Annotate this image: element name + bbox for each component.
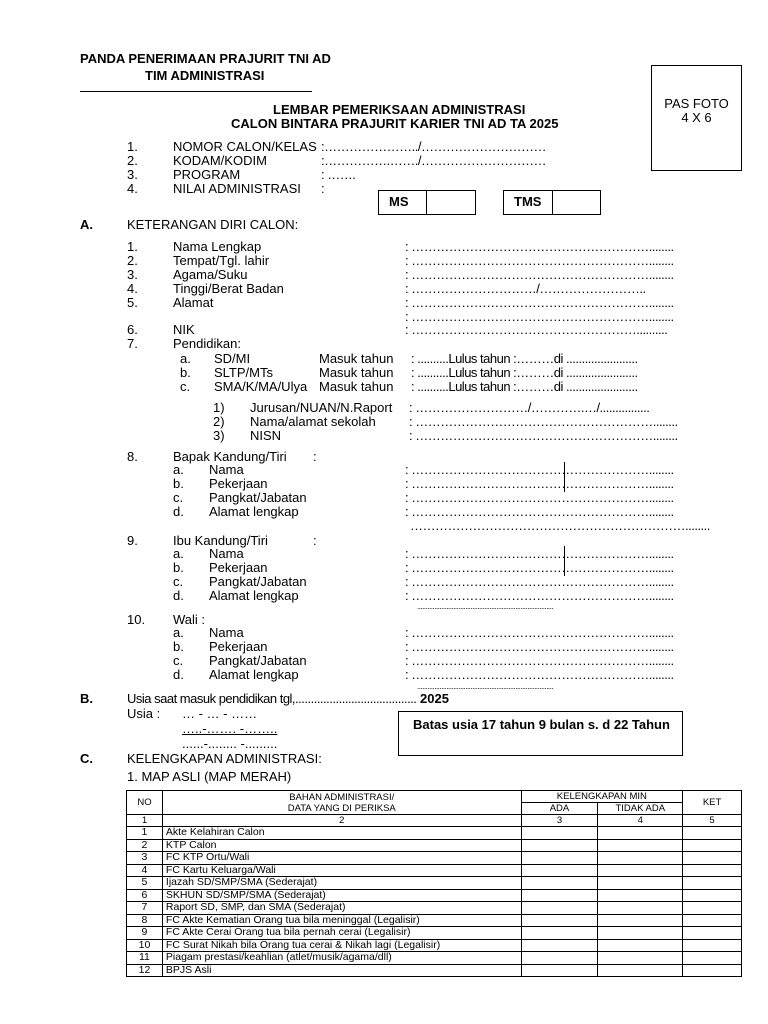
top-field-num: 4.: [127, 181, 138, 196]
guardian-value[interactable]: : …………………………………………………........: [405, 653, 674, 668]
edu-sub: b.: [180, 365, 191, 380]
col-ket: KET: [683, 791, 742, 815]
personal-value[interactable]: : …………………………………………………........: [405, 239, 674, 254]
doc-title: LEMBAR PEMERIKSAAN ADMINISTRASI: [273, 102, 526, 117]
row-ada-cell[interactable]: [521, 877, 598, 890]
usia-label: Usia :: [127, 706, 161, 721]
edu-level: SMA/K/MA/Ulya: [214, 379, 308, 394]
row-no: 7: [127, 902, 163, 915]
table-row: [127, 864, 742, 877]
personal-label: Alamat: [173, 295, 214, 310]
row-ket-cell[interactable]: [683, 852, 742, 865]
colnum-2: 2: [162, 815, 521, 827]
top-field-value[interactable]: : …….: [321, 167, 356, 182]
edu-value[interactable]: : ..........Lulus tahun :………di .......................: [411, 379, 638, 394]
document-checklist-table: [126, 790, 742, 977]
school-num: 3): [213, 428, 225, 443]
personal-value[interactable]: : ………………………………………………..........: [405, 322, 668, 337]
row-ada-cell[interactable]: [521, 902, 598, 915]
table-row: [127, 939, 742, 952]
row-ada-cell[interactable]: [521, 939, 598, 952]
row-ket-cell[interactable]: [683, 827, 742, 840]
colnum-1: 1: [127, 815, 163, 827]
personal-num: 7.: [127, 336, 138, 351]
row-ada-cell[interactable]: [521, 952, 598, 965]
row-ket-cell[interactable]: [683, 839, 742, 852]
col-tidak-ada: TIDAK ADA: [598, 803, 683, 815]
school-num: 2): [213, 414, 225, 429]
col-bahan-2: DATA YANG DI PERIKSA: [287, 802, 396, 814]
row-item: FC Kartu Keluarga/Wali: [162, 864, 521, 877]
guardian-title: Wali :: [173, 612, 206, 627]
personal-num: 1.: [127, 239, 138, 254]
personal-value[interactable]: : …………………………/……………………..: [405, 281, 646, 296]
school-value[interactable]: : ………………………/………….…/................: [409, 400, 650, 415]
row-no: 11: [127, 952, 163, 965]
guardian-num: 10.: [127, 612, 146, 627]
table-row: [127, 914, 742, 927]
edu-value[interactable]: : ..........Lulus tahun :………di .......................: [411, 351, 638, 366]
row-tidak-ada-cell[interactable]: [598, 877, 683, 890]
row-no: 9: [127, 927, 163, 940]
org-line-1: PANDA PENERIMAAN PRAJURIT TNI AD: [80, 51, 331, 66]
table-row: [127, 827, 742, 840]
row-item: Piagam prestasi/keahlian (atlet/musik/agama/dll): [162, 952, 521, 965]
personal-label: NIK: [173, 322, 195, 337]
row-no: 12: [127, 964, 163, 977]
row-no: 1: [127, 827, 163, 840]
row-tidak-ada-cell[interactable]: [598, 964, 683, 977]
row-item: FC Akte Kematian Orang tua bila meninggal (Legalisir): [162, 914, 521, 927]
edu-masuk: Masuk tahun: [319, 379, 394, 394]
school-value[interactable]: : …………………………………………………........: [409, 428, 678, 443]
personal-num: 3.: [127, 267, 138, 282]
ms-label: MS: [389, 194, 409, 209]
row-item: BPJS Asli: [162, 964, 521, 977]
mother-extra[interactable]: ...............................................................................: [417, 602, 554, 611]
father-sub: c.: [173, 490, 184, 505]
row-ket-cell[interactable]: [683, 889, 742, 902]
section-c-title: KELENGKAPAN ADMINISTRASI:: [127, 751, 322, 766]
personal-num: 5.: [127, 295, 138, 310]
mother-sub: a.: [173, 546, 184, 561]
mother-num: 9.: [127, 533, 138, 548]
guardian-label: Nama: [209, 625, 244, 640]
row-tidak-ada-cell[interactable]: [598, 952, 683, 965]
personal-num: 2.: [127, 253, 138, 268]
school-label: NISN: [250, 428, 282, 443]
school-label: Nama/alamat sekolah: [250, 414, 376, 429]
guardian-sub: a.: [173, 625, 184, 640]
row-no: 4: [127, 864, 163, 877]
photo-box: [651, 65, 742, 171]
personal-label: Pendidikan:: [173, 336, 241, 351]
row-item: FC Akte Cerai Orang tua bila pernah cerai (Legalisir): [162, 927, 521, 940]
mother-value[interactable]: : …………………………………………………........: [405, 574, 674, 589]
top-field-num: 1.: [127, 139, 138, 154]
father-value[interactable]: : …………………………………………………........: [405, 476, 674, 491]
mother-value[interactable]: : …………………………………………………........: [405, 546, 674, 561]
row-item: Ijazah SD/SMP/SMA (Sederajat): [162, 877, 521, 890]
guardian-label: Pangkat/Jabatan: [209, 653, 307, 668]
mother-sub: c.: [173, 574, 184, 589]
personal-label: Tinggi/Berat Badan: [173, 281, 284, 296]
section-b-letter: B.: [80, 691, 93, 706]
mother-separator: [564, 546, 565, 576]
table-row: [127, 902, 742, 915]
org-line-2: TIM ADMINISTRASI: [145, 68, 265, 83]
top-field-label: NILAI ADMINISTRASI: [173, 181, 301, 196]
father-label: Pekerjaan: [209, 476, 268, 491]
row-no: 6: [127, 889, 163, 902]
row-ket-cell[interactable]: [683, 964, 742, 977]
row-tidak-ada-cell[interactable]: [598, 902, 683, 915]
row-tidak-ada-cell[interactable]: [598, 852, 683, 865]
col-ada: ADA: [521, 803, 598, 815]
row-ket-cell[interactable]: [683, 952, 742, 965]
section-c-letter: C.: [80, 751, 93, 766]
personal-value[interactable]: : …………………………………………………........: [405, 309, 674, 324]
personal-label: Nama Lengkap: [173, 239, 262, 254]
row-ada-cell[interactable]: [521, 927, 598, 940]
row-ada-cell[interactable]: [521, 964, 598, 977]
table-row: [127, 877, 742, 890]
top-field-value[interactable]: :…………………../…………………………: [321, 139, 546, 154]
row-tidak-ada-cell[interactable]: [598, 889, 683, 902]
tms-label: TMS: [514, 194, 542, 209]
edu-level: SD/MI: [214, 351, 251, 366]
table-row: [127, 952, 742, 965]
table-row: [127, 839, 742, 852]
photo-size: 4 X 6: [681, 110, 712, 125]
tms-check-cell: [552, 191, 553, 214]
top-field-label: NOMOR CALON/KELAS: [173, 139, 317, 154]
father-sub: d.: [173, 504, 184, 519]
father-title: Bapak Kandung/Tiri: [173, 449, 287, 464]
col-kelengkapan: KELENGKAPAN MIN: [521, 791, 683, 803]
row-ket-cell[interactable]: [683, 902, 742, 915]
header-divider: [80, 91, 312, 92]
colnum-3: 3: [521, 815, 598, 827]
personal-value[interactable]: : …………………………………………………........: [405, 295, 674, 310]
row-item: FC KTP Ortu/Wali: [162, 852, 521, 865]
school-label: Jurusan/NUAN/N.Raport: [250, 400, 393, 415]
row-ada-cell[interactable]: [521, 852, 598, 865]
age-year: 2025: [420, 691, 449, 706]
personal-value[interactable]: : …………………………………………………........: [405, 267, 674, 282]
age-limit-text: Batas usia 17 tahun 9 bulan s. d 22 Tahun: [413, 717, 670, 732]
edu-masuk: Masuk tahun: [319, 365, 394, 380]
personal-num: 4.: [127, 281, 138, 296]
school-num: 1): [213, 400, 225, 415]
table-row: [127, 889, 742, 902]
personal-label: Agama/Suku: [173, 267, 248, 282]
row-ket-cell[interactable]: [683, 914, 742, 927]
edu-masuk: Masuk tahun: [319, 351, 394, 366]
usia-value-1: … - … - ……: [182, 706, 258, 721]
table-row: [127, 927, 742, 940]
guardian-label: Pekerjaan: [209, 639, 268, 654]
mother-value[interactable]: : …………………………………………………........: [405, 560, 674, 575]
row-ket-cell[interactable]: [683, 939, 742, 952]
mother-label: Alamat lengkap: [209, 588, 299, 603]
guardian-sub: b.: [173, 639, 184, 654]
section-a-letter: A.: [80, 217, 93, 232]
row-no: 8: [127, 914, 163, 927]
usia-value-3: ......-........ -.........: [182, 736, 278, 751]
guardian-extra[interactable]: ...............................................................................: [417, 682, 554, 691]
colnum-4: 4: [598, 815, 683, 827]
father-colon: :: [313, 449, 317, 464]
guardian-sub: c.: [173, 653, 184, 668]
age-limit-box: [398, 711, 683, 756]
colnum-5: 5: [683, 815, 742, 827]
father-value[interactable]: : …………………………………………………........: [405, 504, 674, 519]
top-field-label: PROGRAM: [173, 167, 241, 182]
row-tidak-ada-cell[interactable]: [598, 927, 683, 940]
guardian-value[interactable]: : …………………………………………………........: [405, 625, 674, 640]
row-ket-cell[interactable]: [683, 877, 742, 890]
guardian-sub: d.: [173, 667, 184, 682]
edu-sub: a.: [180, 351, 191, 366]
photo-label: PAS FOTO: [664, 96, 729, 111]
mother-label: Pekerjaan: [209, 560, 268, 575]
row-no: 10: [127, 939, 163, 952]
row-no: 2: [127, 839, 163, 852]
father-separator: [564, 462, 565, 492]
row-tidak-ada-cell[interactable]: [598, 864, 683, 877]
father-sub: b.: [173, 476, 184, 491]
row-ada-cell[interactable]: [521, 864, 598, 877]
mother-colon: :: [313, 533, 317, 548]
top-field-label: KODAM/KODIM: [173, 153, 267, 168]
tms-box[interactable]: [503, 190, 601, 215]
personal-num: 6.: [127, 322, 138, 337]
father-num: 8.: [127, 449, 138, 464]
edu-level: SLTP/MTs: [214, 365, 273, 380]
age-text: Usia saat masuk pendidikan tgl,.......................................: [127, 691, 417, 706]
father-value[interactable]: : …………………………………………………........: [405, 490, 674, 505]
mother-sub: b.: [173, 560, 184, 575]
row-ada-cell[interactable]: [521, 889, 598, 902]
personal-label: Tempat/Tgl. lahir: [173, 253, 270, 268]
col-bahan-1: BAHAN ADMINISTRASI/: [289, 791, 395, 803]
row-ada-cell[interactable]: [521, 914, 598, 927]
guardian-value[interactable]: : …………………………………………………........: [405, 639, 674, 654]
father-label: Pangkat/Jabatan: [209, 490, 307, 505]
col-bahan: [162, 791, 521, 815]
father-label: Nama: [209, 462, 244, 477]
top-field-num: 2.: [127, 153, 138, 168]
row-tidak-ada-cell[interactable]: [598, 839, 683, 852]
col-no: NO: [127, 791, 163, 815]
top-field-value[interactable]: :…………….……./…………………………: [321, 153, 546, 168]
ms-box[interactable]: [378, 190, 476, 215]
row-ada-cell[interactable]: [521, 827, 598, 840]
ms-check-cell: [426, 191, 427, 214]
age-line: [127, 692, 449, 706]
mother-sub: d.: [173, 588, 184, 603]
row-tidak-ada-cell[interactable]: [598, 827, 683, 840]
mother-value[interactable]: : …………………………………………………........: [405, 588, 674, 603]
edu-value[interactable]: : ..........Lulus tahun :………di .......................: [411, 365, 638, 380]
row-no: 3: [127, 852, 163, 865]
row-ket-cell[interactable]: [683, 864, 742, 877]
top-field-num: 3.: [127, 167, 138, 182]
section-a-title: KETERANGAN DIRI CALON:: [127, 217, 299, 232]
table-body: [127, 827, 742, 977]
guardian-value[interactable]: : …………………………………………………........: [405, 667, 674, 682]
row-tidak-ada-cell[interactable]: [598, 914, 683, 927]
school-value[interactable]: : …………………………………………………........: [409, 414, 678, 429]
table-row: [127, 964, 742, 977]
row-item: SKHUN SD/SMP/SMA (Sederajat): [162, 889, 521, 902]
personal-value[interactable]: : …………………………………………………........: [405, 253, 674, 268]
top-field-value[interactable]: :: [321, 181, 325, 196]
row-ada-cell[interactable]: [521, 839, 598, 852]
row-item: Akte Kelahiran Calon: [162, 827, 521, 840]
usia-value-2: …..-……. -……..: [182, 721, 278, 736]
row-item: KTP Calon: [162, 839, 521, 852]
father-extra[interactable]: …………………………………………………………........: [410, 518, 710, 533]
section-c-sub: 1. MAP ASLI (MAP MERAH): [127, 769, 292, 784]
mother-label: Pangkat/Jabatan: [209, 574, 307, 589]
row-item: Raport SD, SMP, dan SMA (Sederajat): [162, 902, 521, 915]
table-row: [127, 852, 742, 865]
father-label: Alamat lengkap: [209, 504, 299, 519]
mother-label: Nama: [209, 546, 244, 561]
doc-subtitle: CALON BINTARA PRAJURIT KARIER TNI AD TA 2025: [231, 116, 559, 131]
guardian-label: Alamat lengkap: [209, 667, 299, 682]
row-tidak-ada-cell[interactable]: [598, 939, 683, 952]
father-value[interactable]: : …………………………………………………........: [405, 462, 674, 477]
father-sub: a.: [173, 462, 184, 477]
edu-sub: c.: [180, 379, 191, 394]
row-no: 5: [127, 877, 163, 890]
mother-title: Ibu Kandung/Tiri: [173, 533, 268, 548]
row-item: FC Surat Nikah bila Orang tua cerai & Nikah lagi (Legalisir): [162, 939, 521, 952]
row-ket-cell[interactable]: [683, 927, 742, 940]
